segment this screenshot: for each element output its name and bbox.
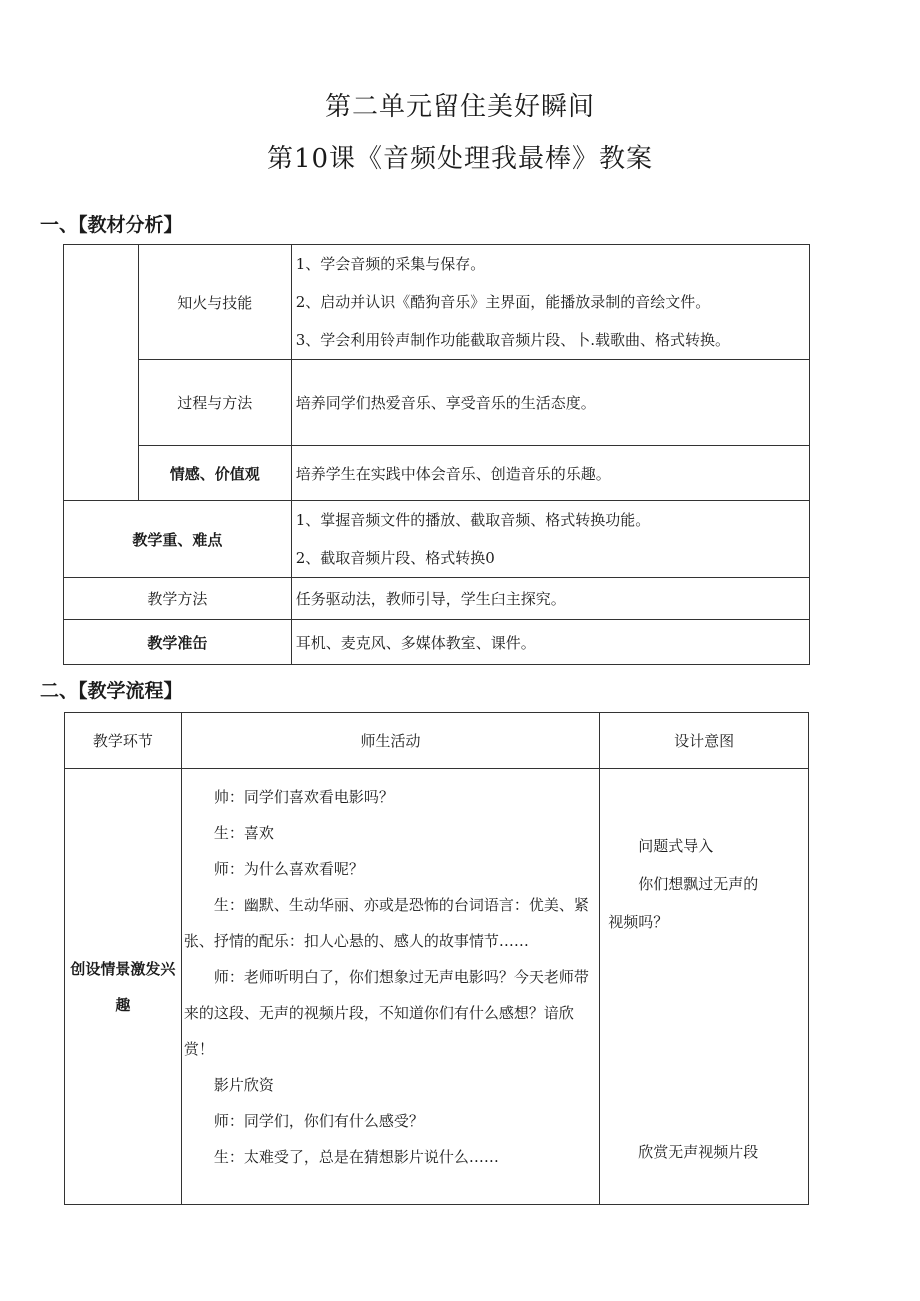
objectives-group-cell (64, 245, 139, 501)
analysis-table (63, 244, 810, 665)
emotion-label: 情感、价值观 (138, 446, 291, 501)
knowledge-content (291, 245, 809, 360)
key-points-content (291, 501, 809, 578)
knowledge-item: 2、启动并认识《酷狗音乐》主界面，能播放录制的音绘文件。 (295, 293, 711, 311)
emotion-text: 培养学生在实践中体会音乐、创造音乐的乐趣。 (291, 446, 809, 501)
activity-line: 生：幽默、生动华丽、亦或是恐怖的台词语言：优美、紧张、抒情的配乐：扣人心悬的、感人的故事情节…… (183, 896, 589, 950)
knowledge-item: 3、学会利用铃声制作功能截取音频片段、卜.载歌曲、格式转换。 (295, 331, 731, 349)
activity-line: 影片欣资 (213, 1076, 274, 1094)
section-heading-analysis: 一、【教材分析】 (40, 214, 183, 236)
section-heading-process: 二、【教学流程】 (40, 680, 183, 702)
intent-line: 问题式导入 (638, 837, 714, 855)
unit-title: 第二单元留住美好瞬间 (324, 92, 595, 122)
key-point-item: 2、截取音频片段、格式转换0 (295, 549, 495, 567)
key-point-item: 1、掌握音频文件的播放、截取音频、格式转换功能。 (295, 511, 651, 529)
header-intent: 设计意图 (600, 713, 809, 769)
activities-content (181, 769, 599, 1205)
header-stage: 教学环节 (65, 713, 182, 769)
activity-line: 生：喜欢 (213, 824, 274, 842)
knowledge-label: 知火与技能 (138, 245, 291, 360)
header-activities: 师生活动 (181, 713, 599, 769)
activity-line: 师：为什么喜欢看呢？ (213, 860, 364, 878)
process-table (64, 712, 809, 1205)
teaching-method-text: 任务驱动法，教师引导，学生臼主探究。 (291, 578, 809, 620)
teaching-method-label: 教学方法 (64, 578, 292, 620)
stage-label: 创设情景激发兴趣 (65, 769, 182, 1205)
activity-line: 生：太难受了，总是在猜想影片说什么…… (213, 1148, 499, 1166)
activity-line: 帅：同学们喜欢看电影吗？ (213, 788, 394, 806)
activity-line: 师：老师听明白了，你们想象过无声电影吗？今天老师带来的这段、无声的视频片段，不知道你们有什么感想？谙欣赏！ (183, 968, 589, 1058)
process-method-text: 培养同学们热爱音乐、享受音乐的生活态度。 (291, 360, 809, 446)
key-points-label: 教学重、难点 (64, 501, 292, 578)
knowledge-item: 1、学会音频的采集与保存。 (295, 255, 486, 273)
intent-line: 欣赏无声视频片段 (638, 1143, 759, 1161)
intent-line: 视频吗？ (608, 913, 669, 931)
process-method-label: 过程与方法 (138, 360, 291, 446)
lesson-title: 第10课《音频处理我最棒》教案 (266, 144, 654, 174)
intent-content (600, 769, 809, 1205)
teaching-prep-text: 耳机、麦克风、多媒体教室、课件。 (291, 620, 809, 665)
teaching-prep-label: 教学准缶 (64, 620, 292, 665)
activity-line: 师：同学们，你们有什么感受？ (213, 1112, 424, 1130)
intent-line: 你们想飘过无声的 (638, 875, 759, 893)
